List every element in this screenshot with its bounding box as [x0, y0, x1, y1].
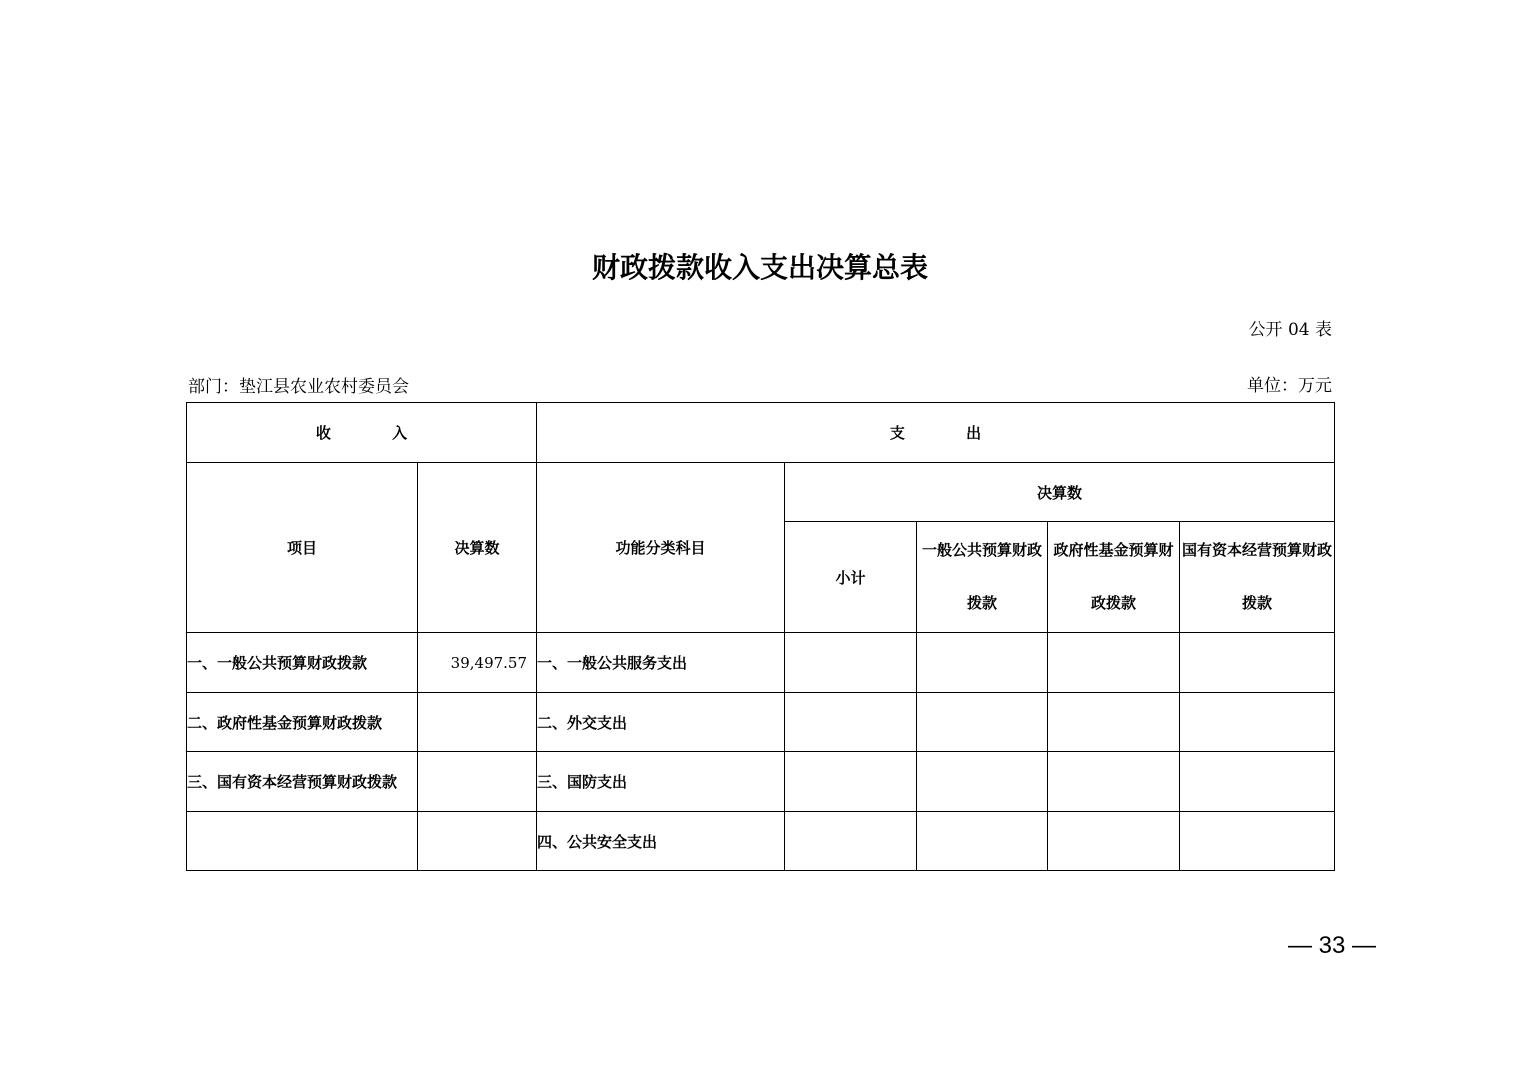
table-row [187, 812, 1335, 871]
subtotal-cell [785, 752, 917, 812]
general-cell [917, 752, 1048, 812]
gov-fund-cell [1048, 693, 1180, 752]
gov-fund-budget-header: 政府性基金预算财政拨款 [1048, 522, 1180, 633]
state-capital-cell [1180, 812, 1335, 871]
general-cell [917, 812, 1048, 871]
state-capital-budget-header: 国有资本经营预算财政拨款 [1180, 522, 1335, 633]
subtotal-cell [785, 812, 917, 871]
table-row [187, 693, 1335, 752]
state-capital-cell [1180, 693, 1335, 752]
income-amount-cell: 39,497.57 [418, 633, 537, 693]
page-number: — 33 — [1288, 932, 1377, 959]
table-row [187, 752, 1335, 812]
form-code: 公开 04 表 [1248, 320, 1332, 340]
income-amount-cell [418, 812, 537, 871]
gov-fund-cell [1048, 812, 1180, 871]
expense-item-cell: 四、公共安全支出 [537, 812, 785, 871]
state-capital-cell [1180, 752, 1335, 812]
expense-final-amount-header: 决算数 [785, 463, 1335, 522]
income-item-cell: 二、政府性基金预算财政拨款 [187, 693, 418, 752]
expense-item-cell: 三、国防支出 [537, 752, 785, 812]
gov-fund-cell [1048, 752, 1180, 812]
table-row [187, 633, 1335, 693]
item-header: 项目 [187, 463, 418, 633]
page-title: 财政拨款收入支出决算总表 [591, 251, 928, 284]
expense-item-cell: 一、一般公共服务支出 [537, 633, 785, 693]
income-item-cell: 一、一般公共预算财政拨款 [187, 633, 418, 693]
unit-label: 单位：万元 [1247, 376, 1332, 396]
budget-table [186, 402, 1335, 871]
income-amount-cell [418, 693, 537, 752]
income-amount-cell [418, 752, 537, 812]
general-cell [917, 693, 1048, 752]
income-item-cell: 三、国有资本经营预算财政拨款 [187, 752, 418, 812]
general-budget-header: 一般公共预算财政拨款 [917, 522, 1048, 633]
income-header: 收 入 [187, 403, 537, 463]
income-item-cell [187, 812, 418, 871]
gov-fund-cell [1048, 633, 1180, 693]
department-label: 部门：垫江县农业农村委员会 [188, 377, 409, 397]
expense-header: 支 出 [537, 403, 1335, 463]
function-category-header: 功能分类科目 [537, 463, 785, 633]
subtotal-cell [785, 633, 917, 693]
expense-item-cell: 二、外交支出 [537, 693, 785, 752]
subtotal-header: 小计 [785, 522, 917, 633]
subtotal-cell [785, 693, 917, 752]
income-final-amount-header: 决算数 [418, 463, 537, 633]
state-capital-cell [1180, 633, 1335, 693]
general-cell [917, 633, 1048, 693]
